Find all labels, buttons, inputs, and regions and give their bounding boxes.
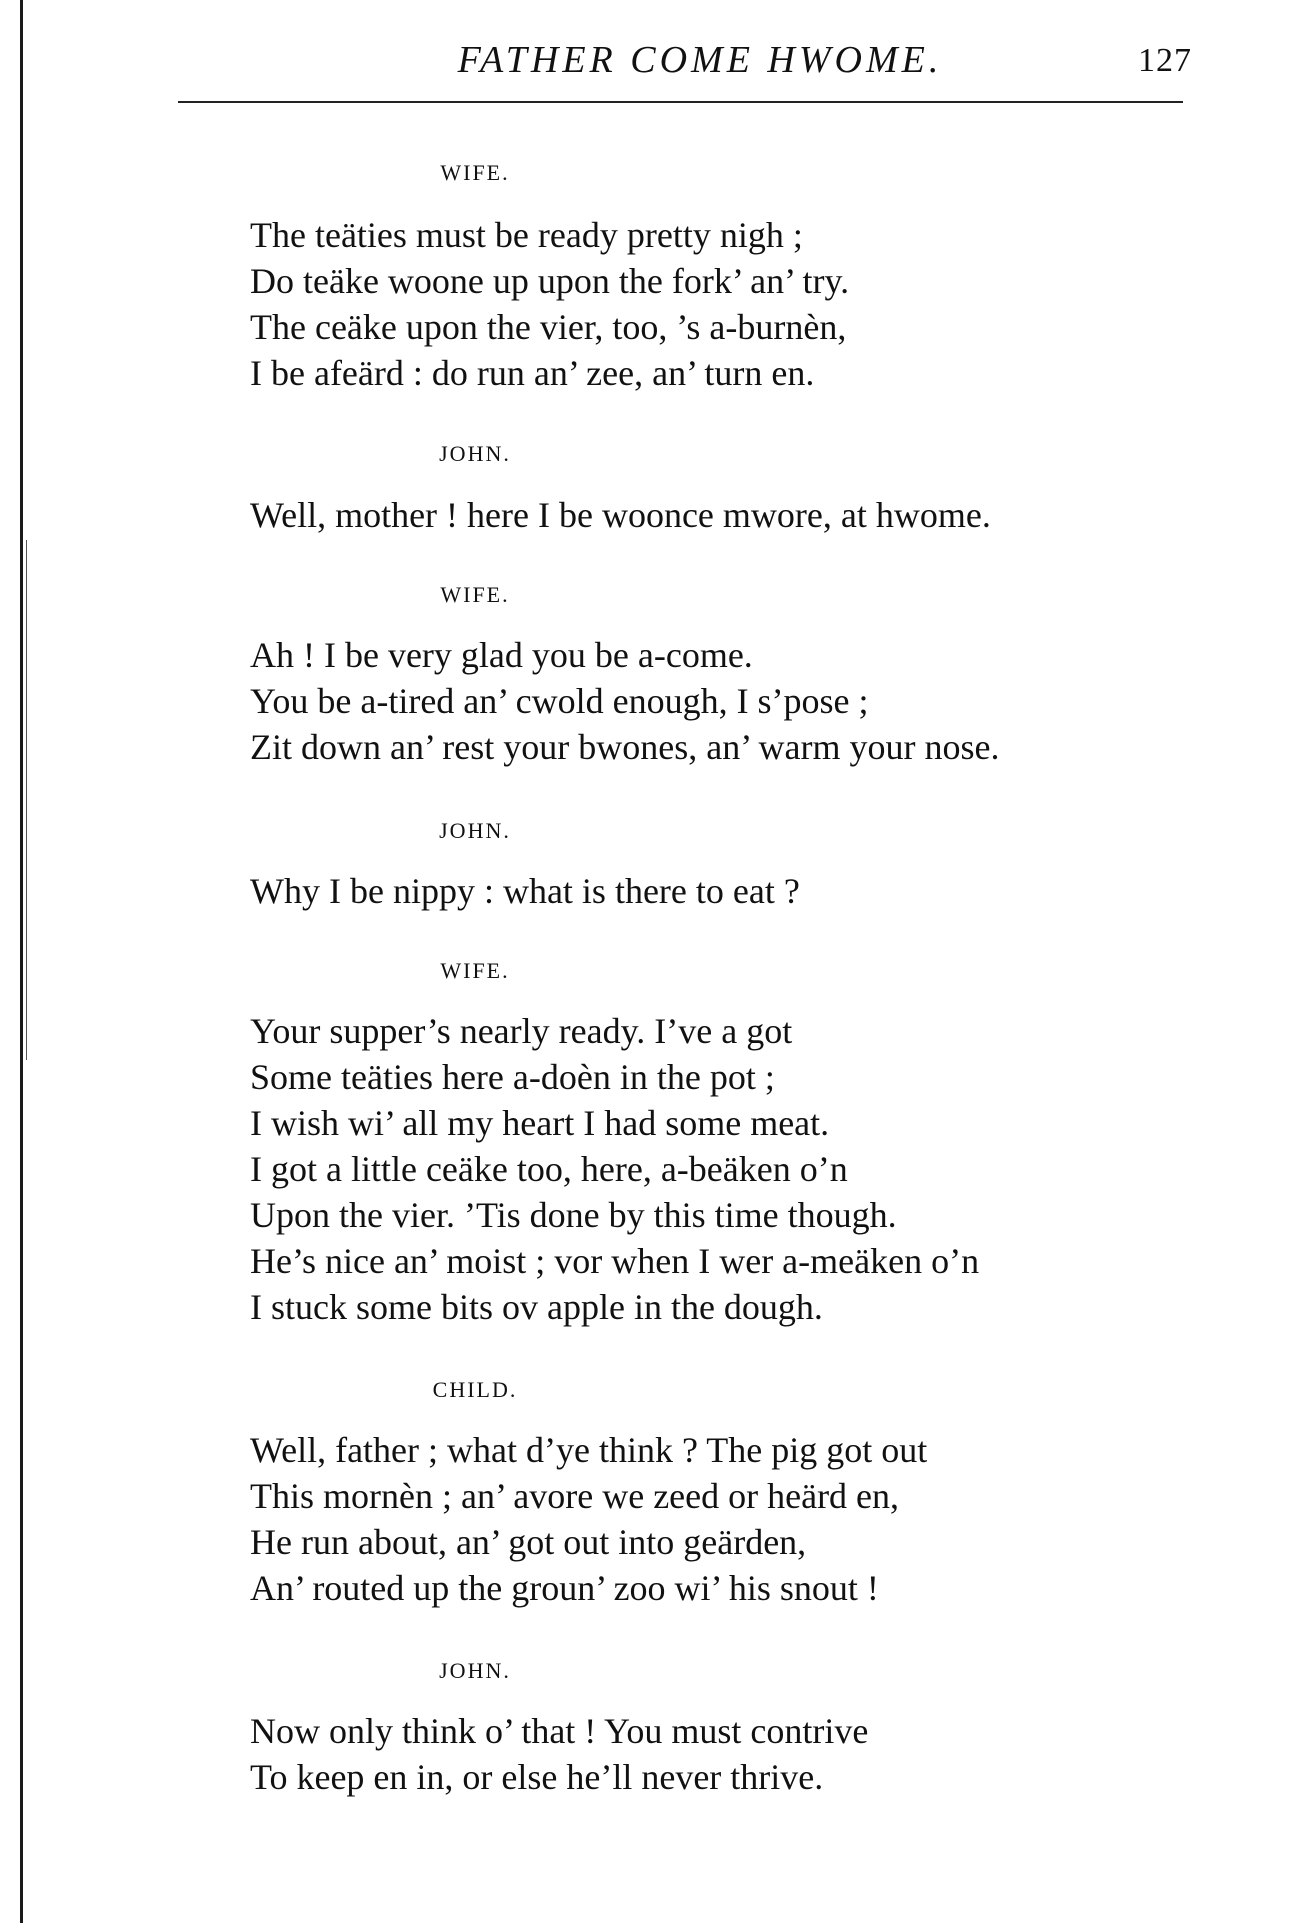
- verse-stanza: [250, 212, 1150, 396]
- verse-line: To keep en in, or else he’ll never thrive.: [250, 1757, 824, 1797]
- speaker-label: WIFE.: [440, 582, 510, 607]
- verse-stanza: [250, 492, 1150, 538]
- verse-line: Now only think o’ that ! You must contrive: [250, 1711, 869, 1751]
- running-title: FATHER COME HWOME.: [457, 39, 943, 81]
- verse-line: He run about, an’ got out into geärden,: [250, 1522, 807, 1562]
- verse-stanza: [250, 1427, 1150, 1611]
- verse-line: Do teäke woone up upon the fork’ an’ try.: [250, 261, 850, 301]
- verse-line: Well, father ; what d’ye think ? The pig got out: [250, 1430, 928, 1470]
- verse-line: An’ routed up the groun’ zoo wi’ his snout !: [250, 1568, 879, 1608]
- verse-line: Some teäties here a-doèn in the pot ;: [250, 1057, 775, 1097]
- verse-stanza: [250, 1708, 1150, 1800]
- speaker-label: CHILD.: [432, 1377, 518, 1402]
- verse-line: I wish wi’ all my heart I had some meat.: [250, 1103, 830, 1143]
- verse-line: Upon the vier. ’Tis done by this time though.: [250, 1195, 897, 1235]
- verse-line: I got a little ceäke too, here, a-beäken o’n: [250, 1149, 848, 1189]
- speaker-label: JOHN.: [439, 441, 511, 466]
- verse-line: The teäties must be ready pretty nigh ;: [250, 215, 803, 255]
- verse-line: Zit down an’ rest your bwones, an’ warm your nose.: [250, 727, 1000, 767]
- verse-line: You be a-tired an’ cwold enough, I s’pose ;: [250, 681, 869, 721]
- verse-line: Well, mother ! here I be woonce mwore, at hwome.: [250, 495, 991, 535]
- header-rule: [178, 101, 1183, 103]
- speaker-label: WIFE.: [440, 958, 510, 983]
- verse-line: The ceäke upon the vier, too, ’s a-burnèn,: [250, 307, 847, 347]
- speaker-label: JOHN.: [439, 1658, 511, 1683]
- verse-line: Ah ! I be very glad you be a-come.: [250, 635, 753, 675]
- verse-line: I be afeärd : do run an’ zee, an’ turn en.: [250, 353, 815, 393]
- verse-line: He’s nice an’ moist ; vor when I wer a-meäken o’n: [250, 1241, 980, 1281]
- verse-stanza: [250, 632, 1150, 770]
- speaker-label: JOHN.: [439, 818, 511, 843]
- running-head: [0, 38, 1308, 88]
- verse-stanza: [250, 868, 1150, 914]
- verse-line: This mornèn ; an’ avore we zeed or heärd en,: [250, 1476, 900, 1516]
- verse-line: I stuck some bits ov apple in the dough.: [250, 1287, 823, 1327]
- page-number: 127: [1138, 42, 1192, 79]
- verse-stanza: [250, 1008, 1150, 1330]
- speaker-label: WIFE.: [440, 160, 510, 185]
- verse-line: Why I be nippy : what is there to eat ?: [250, 871, 800, 911]
- verse-line: Your supper’s nearly ready. I’ve a got: [250, 1011, 793, 1051]
